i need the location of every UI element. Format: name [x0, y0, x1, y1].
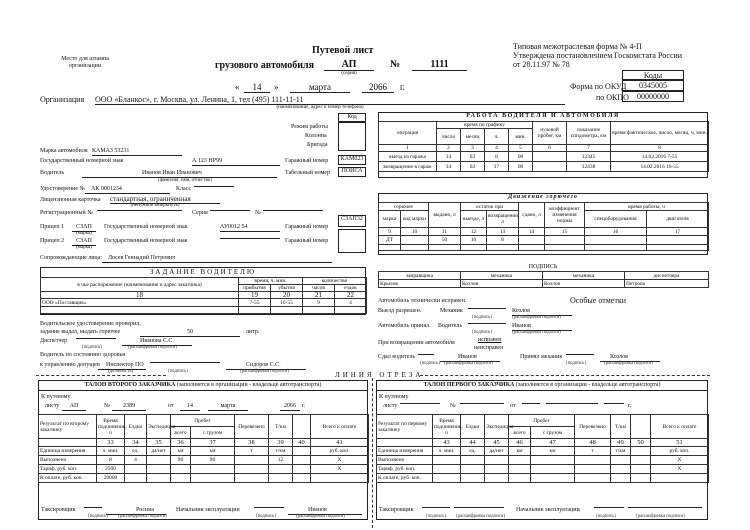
- coupon1-title: ТАЛОН ПЕРВОГО ЗАКАЗЧИКА: [423, 382, 515, 388]
- task-table: в чье распоряжение (наименование и адрес заказчика) время, ч. мин. количество прибытия убытия часов ездок 18 19 20 21 22 ООО «Поставщик» 7-55 16-55 9 4: [40, 277, 367, 314]
- accepted-label: Принял механик: [520, 354, 563, 360]
- regno-value[interactable]: [263, 210, 323, 211]
- handed-name[interactable]: Иванов: [440, 354, 500, 362]
- dispatcher-sign-hint: (подпись): [82, 345, 102, 350]
- coupon2-month[interactable]: марта: [208, 403, 248, 411]
- okpo-label: по ОКПО: [596, 93, 629, 102]
- coupon1-taxer-sign-hint: (подпись): [426, 514, 446, 519]
- coupon2-chief-sign[interactable]: [254, 507, 284, 508]
- regseries-label: Серия: [192, 210, 208, 216]
- quote-close: »: [274, 82, 279, 92]
- coupon1-subtitle: (заполняется в организации - владельце автотранспорта): [515, 382, 661, 388]
- coupon1-from: от: [510, 403, 516, 409]
- coupon2-to-list: К путевому: [41, 394, 71, 400]
- regno-label: №: [255, 210, 261, 216]
- status-bad[interactable]: неисправен: [474, 345, 504, 351]
- coupon2-taxer-sign-hint: (подпись): [88, 514, 108, 519]
- trailer2-label: Прицеп 2: [40, 238, 65, 244]
- accepted-decode-hint: (расшифровка подписи): [604, 361, 653, 366]
- coupon2-taxer-decode-hint: (расшифровка подписи): [118, 514, 167, 519]
- fuel-table: горючее выдано, л остаток при сдано, л коэффициент изменения нормы время работы, ч марка код марки выезде, л возвращении, л спецоборудования двигателя 9 10 11 12 13 14 15 16 17 ДТ 50 10 8: [378, 202, 709, 251]
- mechanic-role: Механик: [440, 308, 463, 314]
- inspector-sign-hint: (подпись): [168, 369, 188, 374]
- mode-code-box[interactable]: [338, 122, 366, 151]
- coupon2-number[interactable]: 2389: [112, 403, 146, 411]
- task-title: ЗАДАНИЕ ВОДИТЕЛЮ: [149, 268, 257, 276]
- coupon2-series[interactable]: АП: [62, 403, 86, 411]
- coupon2-chief-decode-hint: (расшифровка подписи): [296, 514, 345, 519]
- role-hint: (должность): [108, 369, 134, 374]
- dispatcher-sign[interactable]: [76, 338, 116, 339]
- trailer2-model-hint: (марка): [76, 245, 92, 250]
- table-row: Тариф, руб. коп. 2500 X: [39, 465, 369, 474]
- org-value[interactable]: ООО «Бланкос», г. Москва, ул. Ленина, 1, тел (495) 111-11-11: [95, 95, 565, 105]
- coupon2-chief-name[interactable]: Иванов: [288, 507, 362, 515]
- fuel-title: Движение горючего: [508, 194, 578, 200]
- special-marks: Особые отметки: [570, 296, 626, 305]
- doctor-name[interactable]: Сидоров С.С.: [226, 362, 306, 370]
- tab-value[interactable]: ПОИСА: [338, 167, 366, 177]
- trailer2-garage[interactable]: [338, 229, 366, 253]
- status-ok[interactable]: исправен: [478, 337, 502, 343]
- trailer1-model-hint: (марка): [76, 231, 92, 236]
- handed-decode-hint: (расшифровка подписи): [444, 361, 493, 366]
- coupon2-chief: Начальник эксплуатации: [176, 507, 240, 513]
- brand-value[interactable]: КАМАЗ 53231: [92, 148, 182, 156]
- form-line-3: от 28.11.97 № 78: [513, 60, 570, 69]
- driver-work-title: РАБОТА ВОДИТЕЛЯ И АВТОМОБИЛЯ: [466, 113, 620, 119]
- table-row: К оплате, руб. коп. 20000: [39, 474, 369, 483]
- number-value[interactable]: 1111: [412, 59, 467, 71]
- coupon1-list: листу: [383, 403, 398, 409]
- coupon1-to-list: К путевому: [379, 394, 409, 400]
- driver-decode-hint: (расшифровка подписи): [512, 330, 561, 335]
- page-subtitle: грузового автомобиля: [215, 60, 315, 71]
- table-row: выезд из гаража 14 02 8 00 12345 14.02.2016 7-55: [379, 152, 709, 162]
- accepted-sign[interactable]: [566, 354, 594, 355]
- coupon1-chief-decode-hint: (расшифровка подписи): [636, 514, 685, 519]
- mode-code-label: Код: [338, 113, 366, 122]
- table-row: Единица измерения ч. мин. ед. да/нет км км т т/км руб. коп.: [39, 447, 369, 456]
- mechanic-sign[interactable]: [468, 308, 506, 309]
- driver-work-table: операция время по графику нулевой пробег, км показание спидометра, км время фактическое, число, месяц, ч, мин. число месяц ч. мин. 1 2 3 4 5 6 7 8 выезд из гаража 14 02 8 00 12345 14.02.2016 7-55 возвращение в гараж 14 02 17 00 12438 14.02.2016 16-55: [378, 121, 709, 172]
- reg-value[interactable]: А 123 НР99: [192, 158, 280, 166]
- coupon2-taxer-sign[interactable]: [84, 507, 102, 508]
- series-label: (серия): [341, 71, 357, 76]
- accepted-sign-hint: (подпись): [566, 361, 586, 366]
- driver-sign-hint: (подпись): [472, 330, 492, 335]
- license-value[interactable]: АК 0001234: [85, 186, 170, 194]
- coupon1-number[interactable]: [460, 403, 504, 404]
- coupon1-series[interactable]: [400, 403, 440, 404]
- regnum-value[interactable]: [97, 210, 182, 211]
- reg-label: Государственный номерной знак: [40, 158, 124, 164]
- coupon1-chief-sign[interactable]: [594, 507, 624, 508]
- handed-sign-hint: (подпись): [420, 361, 440, 366]
- date-month[interactable]: марта: [290, 82, 350, 93]
- cut-line-right: [420, 375, 710, 376]
- coupon2-title-rule: [38, 390, 368, 391]
- tab-label: Табельный номер: [285, 170, 331, 176]
- driver-name[interactable]: Иванов: [512, 323, 572, 331]
- license-label: Удостоверение №: [40, 186, 86, 192]
- cut-line-left: [36, 375, 166, 376]
- sign-title: ПОДПИСЬ: [528, 264, 558, 270]
- dispatcher-name[interactable]: Иванова С.С.: [122, 338, 192, 346]
- trailer1-model[interactable]: СЗАП: [72, 224, 96, 232]
- coupon1-taxer-decode-hint: (расшифровка подписи): [456, 514, 505, 519]
- cut-line-vertical: [372, 378, 373, 528]
- coupon2-table: Результат по второму заказчику Время подчинения, ч Ездки Экспедиция Пробег Перевезено Т/км Всего к оплате всего с грузом 33 34 35 36 37 38 39 40 41 Единица измерения ч. мин. ед. да/нет км км т т/км руб. коп. Выполнено 8 4 90 90 12 X Тариф, руб. коп. 2500 X К оплате, руб. коп. 20000: [38, 414, 369, 483]
- card-value[interactable]: стандартная, ограниченная: [110, 195, 220, 204]
- coupon2-from: от: [168, 403, 174, 409]
- class-value[interactable]: [194, 186, 234, 187]
- car-received: Автомобиль принял.: [378, 323, 431, 329]
- coupon2-year[interactable]: 2066: [280, 403, 300, 411]
- driver-hint: (фамилия, имя, отчество): [158, 178, 212, 183]
- coupon1-day[interactable]: [522, 403, 540, 404]
- coupon1-no-sign: №: [450, 403, 456, 409]
- accepted-name[interactable]: Козлов: [600, 354, 660, 362]
- sign-table: заправщика механика механика диспетчера Крылов Козлов Козлов Петрова: [378, 271, 709, 288]
- table-row: Выполнено 8 4 90 90 12 X: [39, 456, 369, 465]
- coupon1-taxer-sign[interactable]: [422, 507, 450, 508]
- inspector-role[interactable]: Инспектор ПО: [98, 362, 146, 370]
- garage-value[interactable]: КАМ023: [338, 155, 366, 165]
- quote-open: «: [235, 82, 240, 92]
- driver-role: Водитель: [438, 323, 463, 329]
- coupon2-title-line: [38, 382, 368, 389]
- brigade-label: Бригада: [307, 142, 328, 148]
- org-hint: (наименование, адрес и номер телефона): [276, 105, 364, 110]
- coupon2-title: ТАЛОН ВТОРОГО ЗАКАЗЧИКА: [84, 382, 176, 388]
- card-label: Лицензионная карточка: [40, 197, 101, 203]
- trailer1-label: Прицеп 1: [40, 224, 65, 230]
- series-value[interactable]: АП: [324, 59, 374, 71]
- dispatcher-decode-hint: (расшифровка подписи): [128, 345, 177, 350]
- driver-value[interactable]: Иванов Иван Иванович: [82, 170, 277, 178]
- garage-label: Гаражный номер: [285, 158, 329, 164]
- mechanic-sign-hint: (подпись): [472, 315, 492, 320]
- table-row: возвращение в гараж 14 02 17 00 12438 14.02.2016 16-55: [379, 162, 709, 172]
- trailer1-reg-label: Государственный номерной знак: [104, 224, 188, 230]
- stamp-place: Место для штампа организации: [61, 56, 109, 69]
- doctor-decode-hint: (расшифровка подписи): [240, 369, 289, 374]
- table-row: К оплате, руб. коп.: [377, 474, 709, 483]
- handed-sign[interactable]: [418, 354, 434, 355]
- trailer1-garage-label: Гаражный номер: [285, 224, 329, 230]
- coupon1-chief: Начальник эксплуатации: [516, 507, 580, 513]
- coupon1-taxer: Таксировщик: [379, 507, 414, 513]
- cut-line-label: ЛИНИЯ ОТРЕЗА: [335, 371, 424, 379]
- regnum-label: Регистрационный №: [40, 210, 93, 216]
- inspector-sign[interactable]: [150, 362, 220, 363]
- trailer2-reg[interactable]: [220, 238, 280, 239]
- coupon2-day[interactable]: 14: [180, 403, 200, 411]
- mode-label: Режим работы: [291, 124, 328, 130]
- exit-allowed: Выезд разрешен.: [378, 308, 422, 314]
- table-row: ООО «Поставщик» 7-55 16-55 9 4: [41, 299, 367, 307]
- okud-value[interactable]: 0345005: [622, 80, 684, 91]
- date-year[interactable]: 2066: [362, 82, 394, 93]
- coupon1-title-line: [376, 382, 708, 389]
- escort-label: Сопровождающие лица:: [40, 255, 102, 261]
- coupon2-no-sign: №: [104, 403, 110, 409]
- org-label: Организация: [40, 95, 85, 104]
- number-sign: №: [390, 59, 401, 70]
- trailer2-reg-label: Государственный номерной знак: [104, 238, 188, 244]
- okud-label: Форма по ОКУД: [570, 82, 627, 91]
- coupon2-list: листу: [45, 403, 60, 409]
- coupon1-title-rule: [376, 390, 708, 391]
- coupon1-taxer-name[interactable]: [454, 507, 504, 508]
- coupon2-taxer-name[interactable]: Росина: [106, 507, 166, 515]
- coupon2-chief-sign-hint: (подпись): [256, 514, 276, 519]
- coupon1-year-suffix: г.: [628, 403, 632, 409]
- coupon1-chief-name[interactable]: [628, 507, 702, 508]
- fuel-amount[interactable]: 50: [140, 329, 240, 337]
- card-hint: (ненужное зачеркнуть): [130, 203, 180, 208]
- table-row: Единица измерения ч. мин. ед. да/нет км км т т/км руб. коп.: [377, 447, 709, 456]
- coupon2-subtitle: (заполняется в организации - владельце автотранспорта): [176, 382, 322, 388]
- dispatcher-label: Диспетчер: [40, 338, 68, 344]
- mechanic-decode-hint: (расшифровка подписи): [512, 315, 561, 320]
- driver-sign[interactable]: [468, 323, 506, 324]
- trailer1-garage[interactable]: СЗАП32: [338, 215, 366, 227]
- allowed-text: к управлению допущен: [40, 362, 100, 368]
- date-day[interactable]: 14: [244, 82, 270, 93]
- on-return: При возвращении автомобиля: [378, 340, 455, 346]
- table-row: Выполнено X: [377, 456, 709, 465]
- coupon2-taxer: Таксировщик: [41, 507, 76, 513]
- form-line-2: Утверждена постановлением Госкомстата России: [513, 51, 683, 60]
- coupon1-year[interactable]: [604, 403, 624, 404]
- mechanic-name[interactable]: Козлов: [512, 308, 572, 316]
- driver-label: Водитель: [40, 170, 65, 176]
- task-given-text: задание выдал, выдать горючее: [40, 329, 121, 335]
- trailer1-reg[interactable]: АУ0012 54: [220, 224, 280, 232]
- health-text: Водитель по состоянию здоровья: [40, 352, 126, 358]
- coupon1-chief-sign-hint: (подпись): [596, 514, 616, 519]
- brand-label: Марка автомобиля: [40, 148, 88, 154]
- form-line-1: Типовая межотраслевая форма № 4-П: [513, 42, 642, 51]
- page-title: Путевой лист: [312, 45, 374, 56]
- table-row: Тариф, руб. коп. X: [377, 465, 709, 474]
- okpo-value[interactable]: 00000000: [622, 91, 684, 102]
- coupon1-table: Результат по первому заказчику Время подчинения, ч Ездки Экспедиция Пробег Перевезено Т/км Всего к оплате всего с грузом 43 44 45 46 47 48 49 50 51 Единица измерения ч. мин. ед. да/нет км км т т/км руб. коп. Выполнено X Тариф, руб. коп. X К оплате, руб. коп.: [376, 414, 709, 483]
- trailer2-model[interactable]: СЗАП: [72, 238, 96, 246]
- checked-text: Водительское удостоверение проверил,: [40, 321, 141, 327]
- tech-ok: Автомобиль технически исправен.: [378, 298, 467, 304]
- liters-label: литр.: [246, 329, 260, 335]
- column-label: Колонна: [305, 133, 327, 139]
- handed-label: Сдал водитель: [378, 354, 416, 360]
- coupon2-year-suffix: г.: [302, 403, 306, 409]
- coupon1-month[interactable]: [546, 403, 598, 404]
- escort-value[interactable]: Лосев Геннадий Петрович: [102, 255, 332, 263]
- trailer2-garage-label: Гаражный номер: [285, 238, 329, 244]
- class-label: Класс: [176, 186, 191, 192]
- table-row: ДТ 50 10 8: [379, 236, 709, 245]
- regseries-value[interactable]: [210, 210, 250, 211]
- date-year-suffix: г.: [400, 82, 405, 92]
- codes-label: Коды: [622, 70, 684, 80]
